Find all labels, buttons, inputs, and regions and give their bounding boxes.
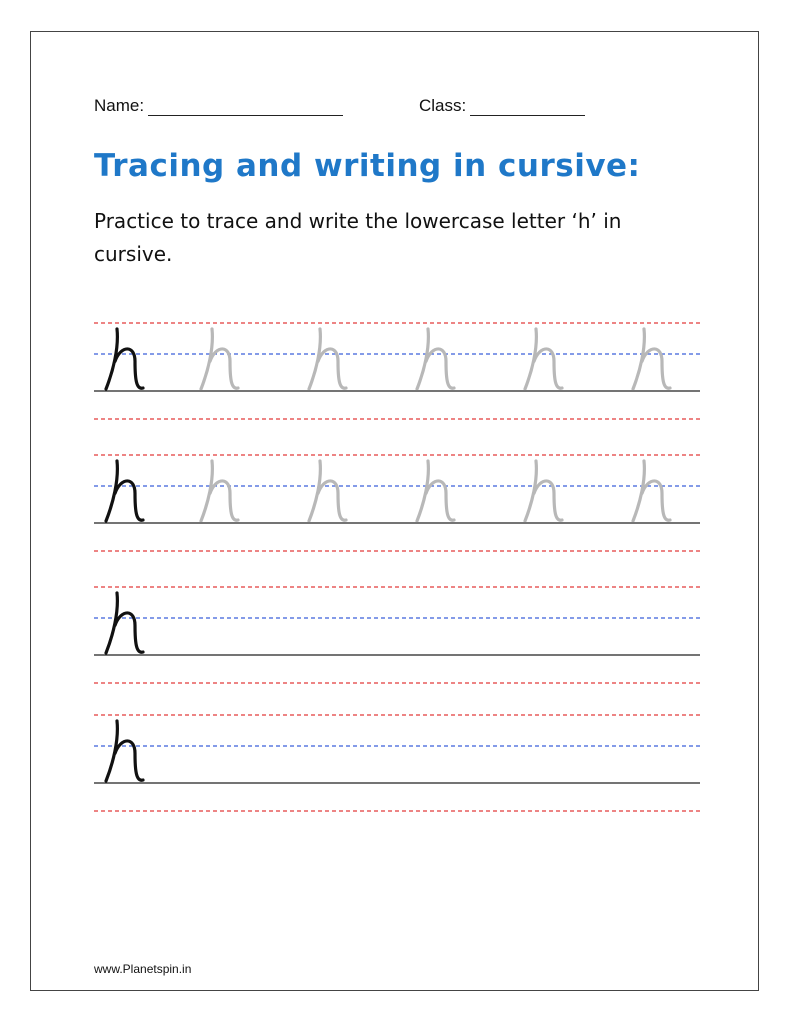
trace-letter-h [417, 329, 454, 389]
name-label: Name: [94, 96, 145, 115]
trace-letter-h [309, 461, 346, 521]
model-letter-h [106, 329, 143, 389]
trace-letter-h [525, 461, 562, 521]
worksheet-title: Tracing and writing in cursive: [94, 148, 641, 184]
footer-website: www.Planetspin.in [94, 962, 192, 976]
trace-letter-h [525, 329, 562, 389]
model-letter-h [106, 721, 143, 781]
class-label: Class: [419, 96, 467, 115]
trace-letter-h [633, 329, 670, 389]
trace-letter-h [201, 461, 238, 521]
trace-letter-h [633, 461, 670, 521]
trace-letter-h [201, 329, 238, 389]
trace-letter-h [417, 461, 454, 521]
model-letter-h [106, 593, 143, 653]
model-letter-h [106, 461, 143, 521]
trace-letter-h [309, 329, 346, 389]
instruction-text: Practice to trace and write the lowercase letter ‘h’ in cursive. [94, 209, 622, 266]
